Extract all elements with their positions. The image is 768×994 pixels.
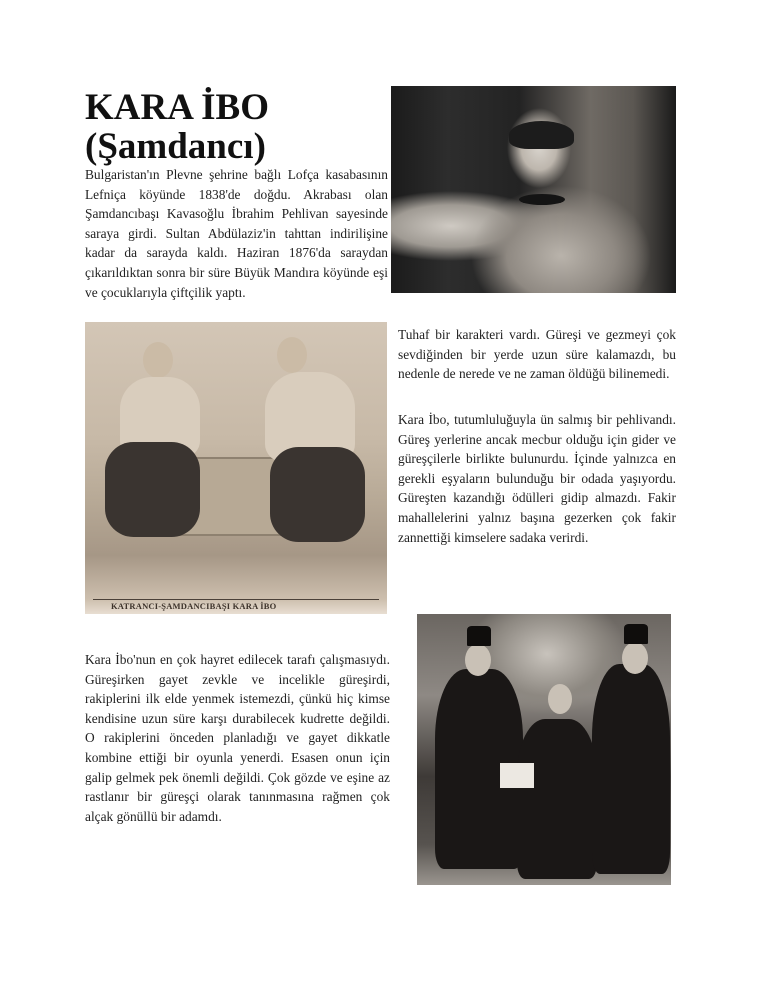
caption-rule xyxy=(93,599,379,600)
man-center-body xyxy=(517,719,597,879)
wrestler-right-head xyxy=(277,337,307,373)
paper-sheet xyxy=(500,763,534,788)
man-left-fez xyxy=(467,626,491,646)
man-right-body xyxy=(592,664,670,874)
man-right-fez xyxy=(624,624,648,644)
wrestler-left-head xyxy=(143,342,173,378)
man-left-face xyxy=(465,644,491,676)
paragraph-biography: Bulgaristan'ın Plevne şehrine bağlı Lofça kasabasının Lefniça köyünde 1838'de doğdu. Akrabası olan Şamdancıbaşı Kavasoğlu İbrahim Pehlivan sayesinde saraya girdi. Sultan Abdülaziz'in tahttan indirilişine kadar da sarayda kaldı. Haziran 1876'da saraydan çıkarıldıktan sonra bir süre Büyük Mandıra köyünde eşi ve çocuklarıyla çiftçilik yaptı. xyxy=(85,167,388,300)
group-photo xyxy=(417,614,671,885)
paragraph-frugality: Kara İbo, tutumluluğuyla ün salmış bir pehlivandı. Güreş yerlerine ancak mecbur olduğu için gider ve güreşçilerle birlikte bulunurdu. İçinde yalnızca en gerekli eşyaların bulunduğu bir odada yaşıyordu. Güreşten kazandığı ödülleri gidip almazdı. Fakir mahallelerini yalnız başına gezerken çok fakir zannettiği kimselere sadaka verirdi. xyxy=(398,412,676,545)
wrestler-right-pants xyxy=(270,447,365,542)
page-title xyxy=(85,88,385,166)
photo-caption: KATRANCI-ŞAMDANCIBAŞI KARA İBO xyxy=(111,601,277,611)
paragraph-character: Tuhaf bir karakteri vardı. Güreşi ve gezmeyi çok sevdiğinden bir yerde uzun süre kalamazdı, bu nedenle de nerede ve ne zaman öldüğü bilinemedi. xyxy=(398,327,676,382)
title-line-2: (Şamdancı) xyxy=(85,126,266,167)
photo-hair-shape xyxy=(509,121,574,149)
wrestler-left-pants xyxy=(105,442,200,537)
wrestlers-photo xyxy=(85,322,387,614)
portrait-photo xyxy=(391,86,676,293)
photo-moustache-shape xyxy=(519,194,565,205)
man-center-face xyxy=(548,684,572,714)
paragraph-wrestling-style: Kara İbo'nun en çok hayret edilecek tarafı çalışmasıydı. Güreşirken gayet zevkle ve incelikle güreşirdi, rakiplerini ilk elde yenmek istemezdi, çünkü hiç kimse kendisine uzun süre karşı durabilecek kudrette değildi. O rakiplerini önceden planladığı ve gayet dikkatle kombine ettiği bir oyunla yenerdi. Esasen onun için galip gelmek pek önemli değildi. Çok gözde ve eşine az rastlanır bir güreşçi olarak tanınmasına rağmen çok alçak gönüllü bir adamdı. xyxy=(85,652,390,824)
title-line-1: KARA İBO xyxy=(85,87,270,128)
man-right-face xyxy=(622,642,648,674)
